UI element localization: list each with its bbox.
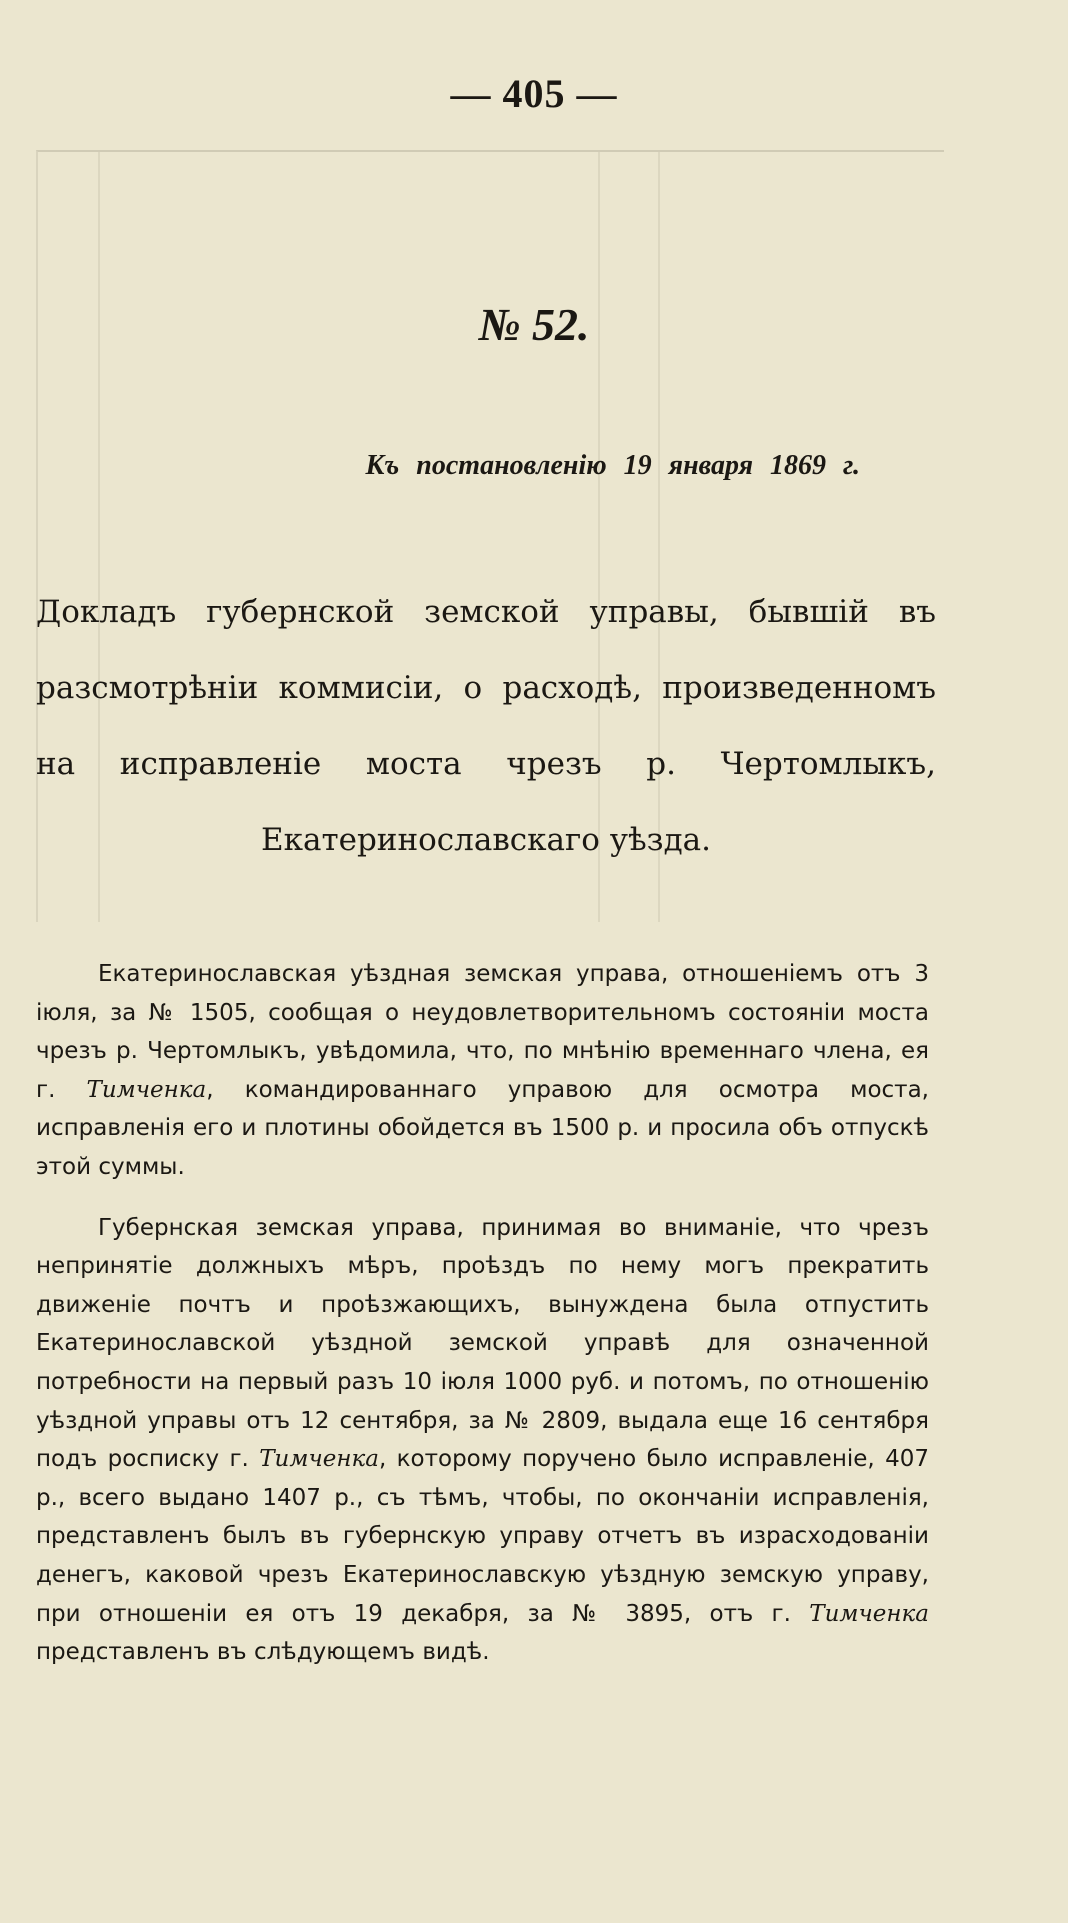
paragraph-1-text-b: , командированнаго управою для осмотра моста, исправленія его и плотины обойдется въ 1500 р. и просила объ отпускѣ этой суммы. <box>36 1076 929 1180</box>
document-number: № 52. <box>478 299 590 350</box>
resolution-reference: Къ постановленію 19 января 1869 г. <box>365 450 860 481</box>
paragraph-2 <box>36 1209 929 1672</box>
document-body <box>36 955 929 1672</box>
page-number: — 405 — <box>450 71 618 116</box>
person-name: Тимченка <box>259 1446 379 1473</box>
person-name: Тимченка <box>809 1600 929 1627</box>
paragraph-1-text-a: Екатеринославская уѣздная земская управа, отношеніемъ отъ 3 іюля, за № 1505, сообщая о неудовлетворительномъ состояніи моста чрезъ р. Чертомлыкъ, увѣдомила, что, по мнѣнію временнаго члена, ея г. <box>36 961 929 1103</box>
person-name: Тимченка <box>86 1076 207 1103</box>
document-title: Докладъ губернской земской управы, бывшій въ разсмотрѣніи коммисіи, о расходѣ, произведенномъ на исправленіе моста чрезъ р. Чертомлыкъ, Екатеринославскаго уѣзда. <box>36 594 936 858</box>
paragraph-1 <box>36 955 929 1187</box>
paragraph-2-text-c: представленъ въ слѣдующемъ видѣ. <box>36 1639 490 1666</box>
paragraph-2-text-b: , которому поручено было исправленіе, 407 р., всего выдано 1407 р., съ тѣмъ, чтобы, по окончаніи исправленія, представленъ былъ въ губернскую управу отчетъ въ израсходованіи денегъ, каковой чрезъ Екатеринославскую уѣздную земскую управу, при отношеніи ея отъ 19 декабря, за № 3895, отъ г. <box>36 1446 929 1627</box>
paragraph-2-text-a: Губернская земская управа, принимая во вниманіе, что чрезъ непринятіе должныхъ мѣръ, проѣздъ по нему могъ прекратить движеніе почтъ и проѣзжающихъ, вынуждена была отпустить Екатеринославской уѣздной земской управѣ для означенной потребности на первый разъ 10 іюля 1000 руб. и потомъ, по отношенію уѣздной управы отъ 12 сентября, за № 2809, выдала еще 16 сентября подъ росписку г. <box>36 1214 929 1473</box>
